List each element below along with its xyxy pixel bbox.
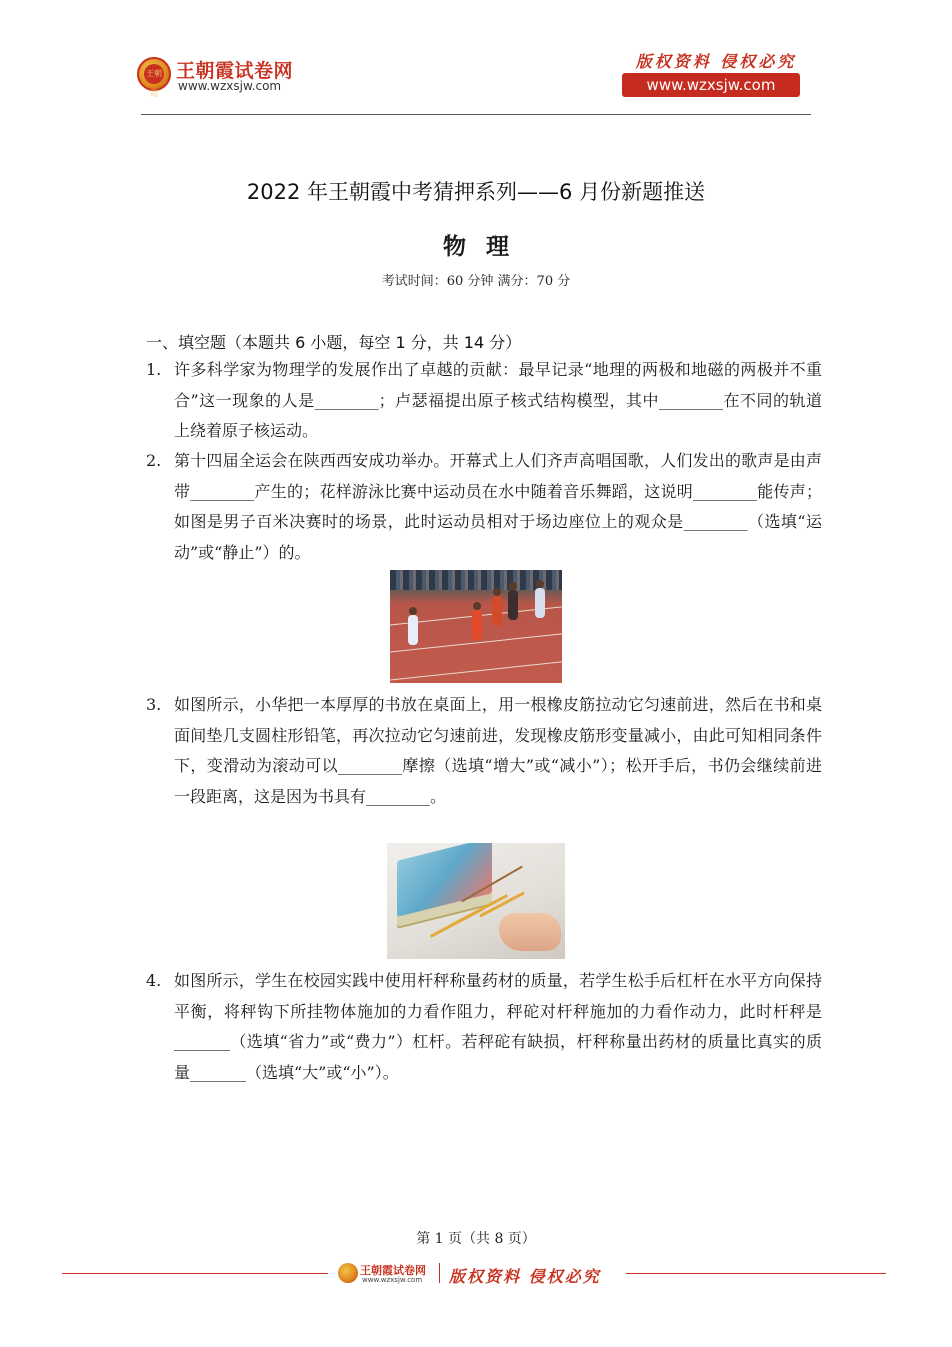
question-text: 许多科学家为物理学的发展作出了卓越的贡献：最早记录“地理的两极和地磁的两极并不重合”这一现象的人是________；卢瑟福提出原子核式结构模型，其中________在不同的轨道上绕着原子核运动。 [174, 360, 822, 440]
runner [492, 596, 502, 626]
stadium-stands [390, 570, 562, 590]
header-divider [141, 114, 811, 115]
section-heading: 一、填空题（本题共 6 小题，每空 1 分，共 14 分） [146, 333, 522, 352]
page-number: 第 1 页（共 8 页） [416, 1231, 536, 1247]
exam-info: 考试时间：60 分钟 满分：70 分 [381, 274, 571, 289]
logo-badge-text: 王朝霞 [144, 64, 164, 84]
exam-title: 2022 年王朝霞中考猜押系列——6 月份新题推送 [246, 180, 706, 204]
question-number: 4. [146, 971, 162, 990]
runner [535, 588, 545, 618]
question-text: 如图所示，小华把一本厚厚的书放在桌面上，用一根橡皮筋拉动它匀速前进，然后在书和桌面间垫几支圆柱形铅笔，再次拉动它匀速前进，发现橡皮筋形变量减小，由此可知相同条件下，变滑动为滚动可以________摩擦（选填“增大”或“减小”）；松开手后，书仍会继续前进一段距离，这是因为书具有________。 [174, 695, 822, 806]
track-lane-line [390, 659, 562, 683]
question-number: 1. [146, 360, 162, 379]
brand-url: www.wzxsjw.com [178, 79, 282, 93]
runner [472, 610, 482, 640]
question-text: 第十四届全运会在陕西西安成功举办。开幕式上人们齐声高唱国歌，人们发出的歌声是由声带________产生的；花样游泳比赛中运动员在水中随着音乐舞蹈，这说明________能传声；如图是男子百米决赛时的场景，此时运动员相对于场边座位上的观众是________（选填“运动”或“静止”）的。 [174, 451, 822, 562]
question-number: 3. [146, 695, 162, 714]
book-pencil-experiment-photo [387, 843, 565, 959]
question-1 [146, 355, 822, 447]
footer-brand-url: www.wzxsjw.com [362, 1276, 423, 1284]
question-text: 如图所示，学生在校园实践中使用杆秤称量药材的质量，若学生松手后杠杆在水平方向保持平衡，将秤钩下所挂物体施加的力看作阻力，秤砣对杆秤施加的力看作动力，此时杆秤是_______（选填“省力”或“费力”）杠杆。若秤砣有缺损，杆秤称量出药材的质量比真实的质量_______（选填“大”或“小”）。 [174, 971, 822, 1082]
exam-subject: 物理 [443, 234, 529, 260]
footer-copyright: 版权资料 侵权必究 [449, 1267, 601, 1286]
runner [408, 615, 418, 645]
runner [508, 590, 518, 620]
brand-logo-icon [137, 57, 171, 98]
footer-separator [439, 1263, 440, 1283]
hand [499, 913, 561, 951]
footer-brand-name: 王朝霞试卷网 [360, 1264, 426, 1277]
question-number: 2. [146, 451, 162, 470]
copyright-notice: 版权资料 侵权必究 [635, 52, 797, 71]
website-link[interactable]: www.wzxsjw.com [622, 73, 800, 97]
book [397, 843, 492, 917]
footer-divider-left [62, 1273, 328, 1274]
question-2 [146, 446, 822, 568]
footer-logo-icon [338, 1263, 358, 1283]
brand-name: 王朝霞试卷网 [176, 60, 294, 82]
sprint-race-photo [390, 570, 562, 683]
question-3 [146, 690, 822, 812]
question-4 [146, 966, 822, 1088]
footer-divider-right [626, 1273, 886, 1274]
